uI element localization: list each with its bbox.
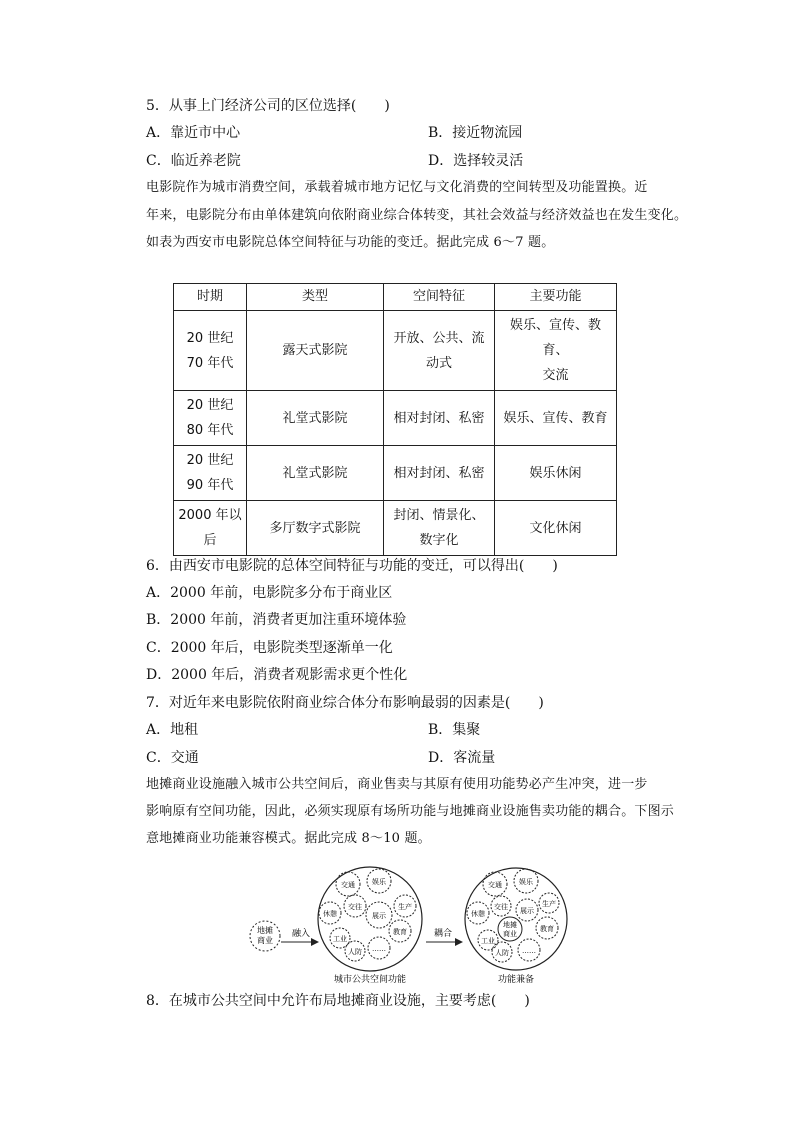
passage2-line2: 影响原有空间功能，因此，必须实现原有场所功能与地摊商业设施售卖功能的耦合。下图示 (146, 804, 675, 819)
svg-text:地摊: 地摊 (503, 921, 517, 929)
cell-function: 娱乐、宣传、教育 (495, 391, 617, 446)
q5-option-d[interactable]: D．选择较灵活 (428, 153, 524, 169)
svg-text:……: …… (522, 947, 536, 955)
svg-text:……: …… (372, 945, 386, 953)
cell-function: 文化休闲 (495, 501, 617, 556)
cell-space: 相对封闭、私密 (384, 391, 495, 446)
cell-type: 礼堂式影院 (247, 391, 384, 446)
svg-text:教育: 教育 (393, 928, 407, 936)
svg-text:工业: 工业 (333, 935, 347, 943)
header-type: 类型 (247, 284, 384, 311)
table-row (174, 501, 617, 556)
svg-text:商业: 商业 (257, 936, 273, 945)
header-space: 空间特征 (384, 284, 495, 311)
svg-text:休憩: 休憩 (471, 910, 485, 918)
svg-text:娱乐: 娱乐 (372, 878, 386, 886)
stall-commerce-diagram (248, 858, 588, 988)
cell-period: 20 世纪 80 年代 (174, 391, 247, 446)
cell-period: 20 世纪 70 年代 (174, 311, 247, 391)
svg-text:地摊: 地摊 (257, 926, 273, 935)
svg-text:展示: 展示 (520, 907, 534, 915)
cell-type: 露天式影院 (247, 311, 384, 391)
q5-option-a[interactable]: A．靠近市中心 (146, 125, 241, 141)
q6-option-a[interactable]: A．2000 年前，电影院多分布于商业区 (146, 585, 393, 601)
cell-type: 多厅数字式影院 (247, 501, 384, 556)
q7-option-a[interactable]: A．地租 (146, 722, 199, 738)
public-space-caption: 城市公共空间功能 (333, 975, 407, 985)
svg-text:商业: 商业 (503, 930, 517, 938)
svg-text:交往: 交往 (348, 903, 362, 911)
cell-function: 娱乐休闲 (495, 446, 617, 501)
header-function: 主要功能 (495, 284, 617, 311)
table-row (174, 311, 617, 391)
q7-option-c[interactable]: C．交通 (146, 750, 199, 766)
svg-text:交通: 交通 (341, 881, 355, 889)
svg-text:生产: 生产 (542, 900, 556, 908)
passage2-line1: 地摊商业设施融入城市公共空间后，商业售卖与其原有使用功能势必产生冲突，进一步 (146, 777, 648, 792)
table-row (174, 446, 617, 501)
svg-text:生产: 生产 (398, 903, 412, 911)
q6-option-c[interactable]: C．2000 年后，电影院类型逐渐单一化 (146, 640, 393, 656)
svg-text:娱乐: 娱乐 (519, 878, 533, 886)
table-header-row (174, 284, 617, 311)
svg-text:人防: 人防 (348, 948, 362, 956)
cell-space: 封闭、情景化、 数字化 (384, 501, 495, 556)
passage1-line3: 如表为西安市电影院总体空间特征与功能的变迁。据此完成 6～7 题。 (146, 235, 555, 250)
cell-period: 20 世纪 90 年代 (174, 446, 247, 501)
svg-text:教育: 教育 (540, 925, 554, 933)
q5-stem: 5．从事上门经济公司的区位选择( ) (146, 98, 390, 114)
cell-space: 开放、公共、流 动式 (384, 311, 495, 391)
stall-circle (250, 921, 280, 951)
svg-text:交通: 交通 (488, 881, 502, 889)
function-combined-circle (465, 868, 567, 970)
svg-text:人防: 人防 (495, 949, 509, 957)
cell-type: 礼堂式影院 (247, 446, 384, 501)
header-period: 时期 (174, 284, 247, 311)
q6-option-d[interactable]: D．2000 年后，消费者观影需求更个性化 (146, 667, 408, 683)
q6-stem: 6．由西安市电影院的总体空间特征与功能的变迁，可以得出( ) (146, 558, 558, 574)
q7-option-b[interactable]: B．集聚 (428, 722, 481, 738)
q7-stem: 7．对近年来电影院依附商业综合体分布影响最弱的因素是( ) (146, 695, 544, 711)
passage1-line2: 年来，电影院分布由单体建筑向依附商业综合体转变，其社会效益与经济效益也在发生变化。 (146, 208, 688, 223)
q5-option-b[interactable]: B．接近物流园 (428, 125, 523, 141)
coupling-label: 耦合 (434, 929, 453, 939)
function-combined-caption: 功能兼备 (497, 975, 535, 985)
q6-option-b[interactable]: B．2000 年前，消费者更加注重环境体验 (146, 612, 407, 628)
cinema-evolution-table (173, 283, 617, 556)
table-row (174, 391, 617, 446)
svg-text:交往: 交往 (494, 903, 508, 911)
cell-period: 2000 年以 后 (174, 501, 247, 556)
svg-text:展示: 展示 (372, 912, 386, 920)
passage1-line1: 电影院作为城市消费空间，承载着城市地方记忆与文化消费的空间转型及功能置换。近 (146, 180, 648, 195)
merge-label: 融入 (292, 929, 311, 939)
svg-text:休憩: 休憩 (323, 910, 337, 918)
q7-option-d[interactable]: D．客流量 (428, 750, 496, 766)
cell-space: 相对封闭、私密 (384, 446, 495, 501)
public-space-circle (318, 867, 422, 971)
cell-function: 娱乐、宣传、教育、 交流 (495, 311, 617, 391)
q5-option-c[interactable]: C．临近养老院 (146, 153, 241, 169)
q8-stem: 8．在城市公共空间中允许布局地摊商业设施，主要考虑( ) (146, 993, 530, 1009)
svg-text:工业: 工业 (481, 937, 495, 945)
passage2-line3: 意地摊商业功能兼容模式。据此完成 8～10 题。 (146, 831, 431, 846)
